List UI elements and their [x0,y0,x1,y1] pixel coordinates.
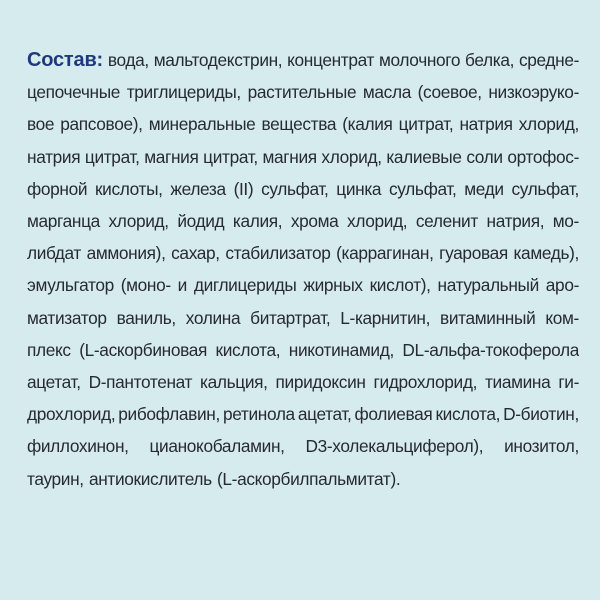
composition-word: цепочечные [27,82,121,103]
composition-word: селенит [415,211,478,232]
composition-line [27,302,579,334]
composition-word: ком- [545,307,579,328]
composition-word: вода, [107,50,149,70]
composition-word: (моно- [120,275,171,296]
composition-word: цитрат, [203,146,258,167]
composition-word: хлорид, [518,114,579,135]
composition-word: жирных [303,275,363,296]
composition-line [27,237,579,269]
composition-line [27,463,579,495]
composition-word: цитрат, [398,114,454,135]
composition-word: цинка [336,178,382,199]
composition-word: калиевые [386,146,462,167]
composition-line [27,430,579,462]
composition-word: пиридоксин [275,372,366,393]
composition-word: филлохинон, [27,436,129,457]
composition-line [27,108,579,140]
composition-word: рибофлавин, [118,404,220,425]
composition-word: кислота, [435,404,501,425]
composition-word: низкоэруко- [488,82,579,103]
composition-word: никотинамид, [288,339,394,360]
composition-line [27,334,579,366]
composition-word: магния [262,146,317,167]
composition-word: гидрохлорид, [373,372,478,393]
composition-word: ацетат, [297,404,352,425]
composition-text [27,44,579,495]
composition-word: цианокобаламин, [149,436,285,457]
composition-word: сахар, [171,243,220,264]
composition-word: аро- [545,275,579,296]
composition-word: хлорид, [321,146,382,167]
composition-word: натрия [27,146,81,167]
composition-word: (каррагинан, [336,243,434,264]
composition-word: (L-аскорбиновая [79,339,207,360]
composition-word: железа [170,178,226,199]
composition-word: хлорид, [108,211,169,232]
composition-word: концентрат [287,50,375,70]
composition-line [27,366,579,398]
composition-word: масла [362,82,411,103]
composition-word: антиокислитель [88,468,212,489]
composition-word: фолиевая [354,404,433,425]
composition-line [27,44,579,76]
composition-word: форной [27,178,88,199]
composition-word: соли [466,146,503,167]
composition-line [27,141,579,173]
composition-word: магния [144,146,199,167]
composition-word: мальтодекстрин, [153,50,283,70]
composition-word: (L-аскорбилпальмитат). [217,468,401,489]
composition-word: сульфат, [511,178,579,199]
composition-word: L-карнитин, [340,307,431,328]
composition-word: D-биотин, [503,404,579,425]
composition-line [27,173,579,205]
composition-word: кислота, [215,339,281,360]
composition-word: калия, [232,211,283,232]
composition-word: вещества [261,114,337,135]
composition-word: сульфат, [388,178,457,199]
composition-word: натрия [459,114,513,135]
composition-word: кальция, [200,372,268,393]
composition-word: DL-альфа-токоферола [402,339,579,360]
composition-word: и [177,275,187,296]
composition-word: D3-холекальциферол), [305,436,484,457]
composition-word: марганца [27,211,100,232]
composition-word: D-пантотенат [88,372,193,393]
composition-word: меди [464,178,504,199]
composition-word: тиамина [484,372,551,393]
composition-word: инозитол, [504,436,579,457]
composition-word: рапсовое), [60,114,143,135]
composition-word: ортофос- [507,146,579,167]
composition-word: витаминный [440,307,536,328]
composition-word: растительные [247,82,357,103]
composition-word: холина [185,307,241,328]
composition-line [27,205,579,237]
composition-word: гуаровая [439,243,508,264]
composition-word: таурин, [27,468,84,489]
composition-word: триглицериды, [126,82,241,103]
composition-word: ретинола [222,404,295,425]
composition-heading: Состав: [27,49,103,71]
composition-word: мо- [552,211,579,232]
composition-word: белка, [465,50,515,70]
composition-word: дрохлорид, [27,404,116,425]
composition-word: йодид [177,211,225,232]
composition-line [27,76,579,108]
composition-word: камедь), [513,243,579,264]
composition-word: (калия [342,114,393,135]
composition-word: плекс [27,339,71,360]
composition-word: кислот), [369,275,431,296]
composition-word: хлорид, [347,211,408,232]
composition-word: средне- [518,50,579,70]
composition-line [27,398,579,430]
composition-word: вое [27,114,55,135]
composition-word: (соевое, [417,82,482,103]
composition-word: натрия, [486,211,545,232]
composition-word: ги- [558,372,579,393]
composition-word: диглицериды [193,275,297,296]
composition-word: матизатор [27,307,107,328]
composition-word: минеральные [148,114,256,135]
composition-line [27,269,579,301]
composition-word: ацетат, [27,372,81,393]
composition-word: (II) [233,178,254,199]
composition-word: либдат [27,243,81,264]
composition-word: натуральный [437,275,539,296]
composition-word: стабилизатор [225,243,331,264]
composition-word: цитрат, [84,146,140,167]
composition-word: эмульгатор [27,275,114,296]
composition-word: хрома [290,211,339,232]
composition-word: аммония), [86,243,166,264]
composition-word: кислоты, [94,178,163,199]
composition-word: молочного [378,50,461,70]
composition-word: битартрат, [250,307,331,328]
composition-word: ваниль, [116,307,176,328]
composition-word: сульфат, [261,178,329,199]
